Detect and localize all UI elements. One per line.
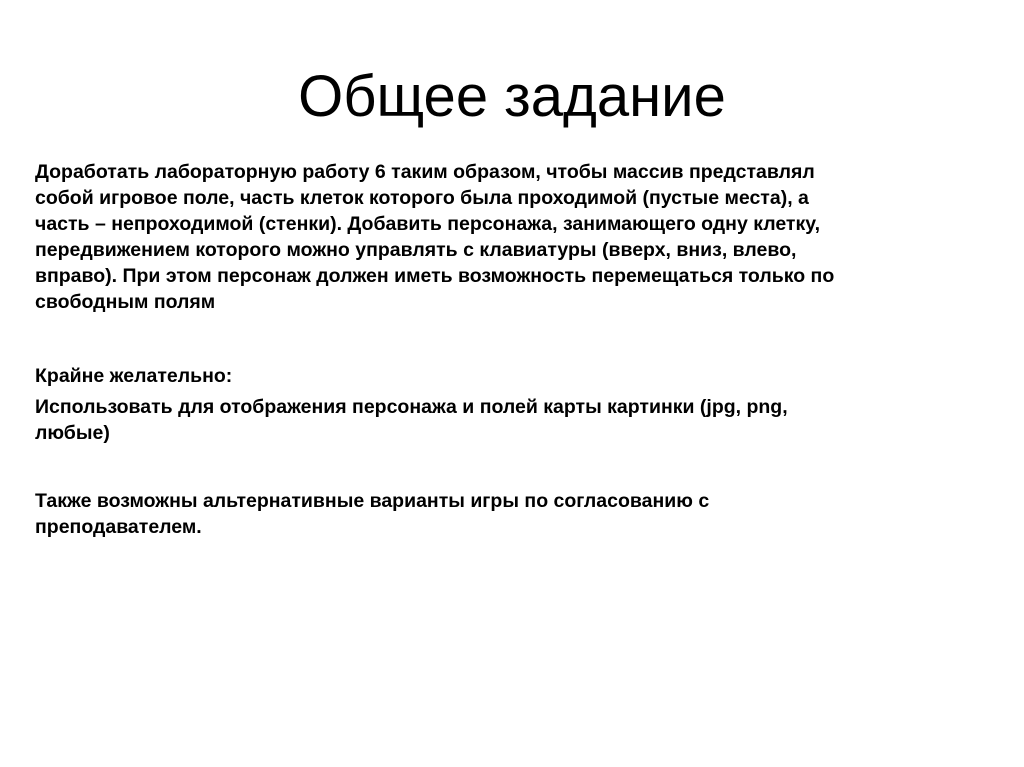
text-line: Доработать лабораторную работу 6 таким образом, чтобы массив представлял	[35, 161, 815, 183]
text-line: собой игровое поле, часть клеток которого была проходимой (пустые места), а	[35, 187, 809, 209]
desirable-requirement	[35, 394, 1005, 446]
task-description	[35, 159, 1005, 315]
text-line: передвижением которого можно управлять с клавиатуры (вверх, вниз, влево,	[35, 239, 797, 261]
slide-title: Общее задание	[298, 64, 726, 129]
text-line: Использовать для отображения персонажа и полей карты картинки (jpg, png,	[35, 396, 788, 418]
alternatives-note	[35, 488, 1005, 540]
text-line: Крайне желательно:	[35, 365, 233, 387]
text-line: преподавателем.	[35, 516, 202, 538]
text-line: часть – непроходимой (стенки). Добавить персонажа, занимающего одну клетку,	[35, 213, 821, 235]
text-line: вправо). При этом персонаж должен иметь возможность перемещаться только по	[35, 265, 835, 287]
desirable-heading	[35, 363, 1005, 389]
text-line: любые)	[35, 422, 110, 444]
text-line: свободным полям	[35, 291, 216, 313]
text-line: Также возможны альтернативные варианты игры по согласованию с	[35, 490, 710, 512]
